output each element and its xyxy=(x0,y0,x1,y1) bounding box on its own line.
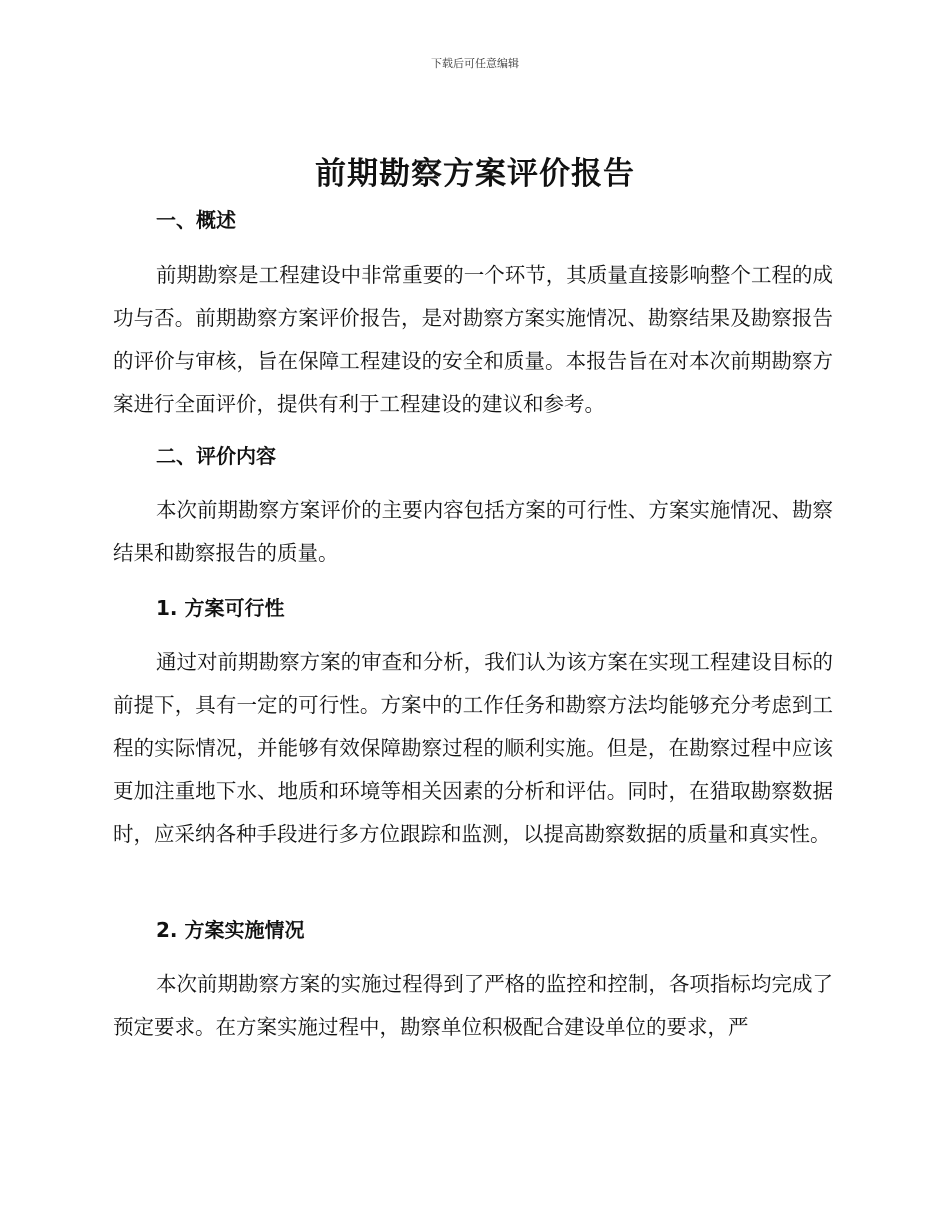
paragraph-evaluation-content: 本次前期勘察方案评价的主要内容包括方案的可行性、方案实施情况、勘察结果和勘察报告的质量。 xyxy=(113,498,833,565)
subheading-feasibility: 1. 方案可行性 xyxy=(156,596,285,620)
section-heading-overview: 一、概述 xyxy=(156,208,236,232)
document-title: 前期勘察方案评价报告 xyxy=(315,156,635,192)
subheading-implementation: 2. 方案实施情况 xyxy=(156,918,305,942)
paragraph-implementation: 本次前期勘察方案的实施过程得到了严格的监控和控制，各项指标均完成了预定要求。在方案实施过程中，勘察单位积极配合建设单位的要求，严 xyxy=(113,972,833,1039)
section-heading-evaluation-content: 二、评价内容 xyxy=(156,444,276,468)
paragraph-feasibility: 通过对前期勘察方案的审查和分析，我们认为该方案在实现工程建设目标的前提下，具有一定的可行性。方案中的工作任务和勘察方法均能够充分考虑到工程的实际情况，并能够有效保障勘察过程的顺利实施。但是，在勘察过程中应该更加注重地下水、地质和环境等相关因素的分析和评估。同时，在猎取勘察数据时，应采纳各种手段进行多方位跟踪和监测，以提高勘察数据的质量和真实性。 xyxy=(113,650,833,846)
header-note: 下载后可任意编辑 xyxy=(431,57,519,70)
paragraph-overview: 前期勘察是工程建设中非常重要的一个环节，其质量直接影响整个工程的成功与否。前期勘察方案评价报告，是对勘察方案实施情况、勘察结果及勘察报告的评价与审核，旨在保障工程建设的安全和质量。本报告旨在对本次前期勘察方案进行全面评价，提供有利于工程建设的建议和参考。 xyxy=(113,263,833,416)
